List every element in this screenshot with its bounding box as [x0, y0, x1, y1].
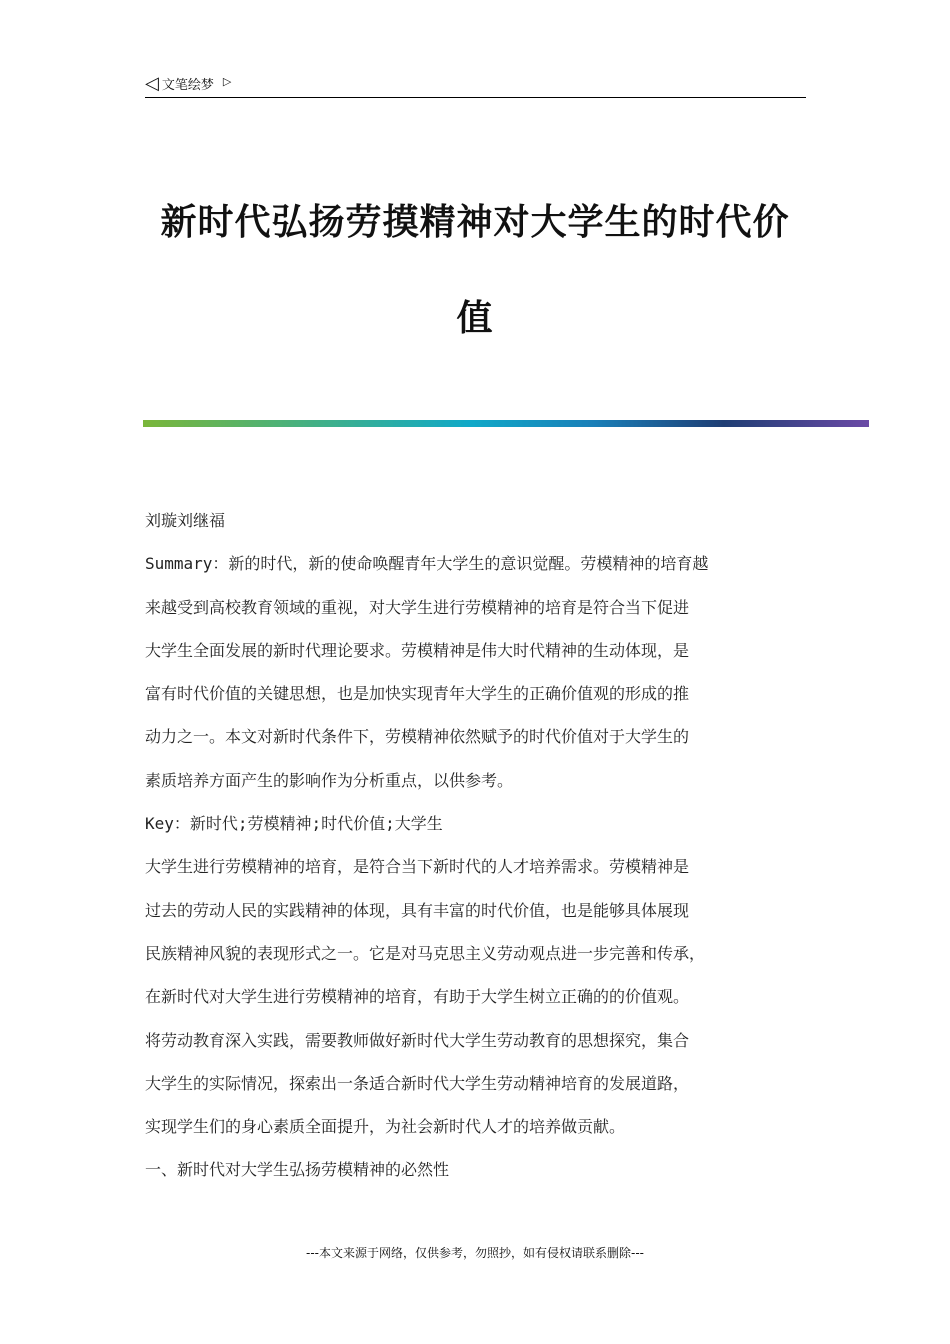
- body-line: 大学生全面发展的新时代理论要求。劳模精神是伟大时代精神的生动体现，是: [145, 640, 690, 660]
- body-line: 实现学生们的身心素质全面提升，为社会新时代人才的培养做贡献。: [145, 1117, 626, 1137]
- authors: 刘璇刘继福: [145, 511, 226, 530]
- body-line: 将劳动教育深入实践，需要教师做好新时代大学生劳动教育的思想探究，集合: [145, 1030, 690, 1050]
- keywords-line: Key：新时代;劳模精神;时代价值;大学生: [145, 814, 443, 834]
- section-heading: 一、新时代对大学生弘扬劳模精神的必然性: [145, 1160, 450, 1180]
- gradient-divider: [143, 420, 869, 427]
- left-triangle-icon: ◁: [145, 72, 159, 94]
- body-line: 素质培养方面产生的影响作为分析重点，以供参考。: [145, 770, 514, 790]
- body-line: 动力之一。本文对新时代条件下，劳模精神依然赋予的时代价值对于大学生的: [145, 727, 690, 747]
- header-brand: 文笔绘梦: [161, 78, 214, 93]
- page-header: [145, 74, 231, 93]
- body-line: Summary：新的时代，新的使命唤醒青年大学生的意识觉醒。劳模精神的培育越: [145, 554, 709, 574]
- body-line: 来越受到高校教育领域的重视，对大学生进行劳模精神的培育是符合当下促进: [145, 597, 690, 617]
- body-line: 过去的劳动人民的实践精神的体现，具有丰富的时代价值，也是能够具体展现: [145, 900, 690, 920]
- body-line: 大学生的实际情况，探索出一条适合新时代大学生劳动精神培育的发展道路，: [145, 1073, 690, 1093]
- title-line-2: 值: [456, 297, 494, 339]
- header-divider: [145, 97, 806, 98]
- body-line: 富有时代价值的关键思想，也是加快实现青年大学生的正确价值观的形成的推: [145, 684, 690, 704]
- body-line: 在新时代对大学生进行劳模精神的培育，有助于大学生树立正确的的价值观。: [145, 987, 690, 1007]
- document-body: [145, 499, 810, 1192]
- right-triangle-icon: ▷: [222, 75, 232, 88]
- footer-disclaimer: ---本文来源于网络，仅供参考，勿照抄，如有侵权请联系删除---: [306, 1246, 644, 1260]
- title-line-1: 新时代弘扬劳摸精神对大学生的时代价: [160, 201, 790, 243]
- body-line: 民族精神风貌的表现形式之一。它是对马克思主义劳动观点进一步完善和传承，: [145, 943, 706, 963]
- document-title: [130, 174, 820, 366]
- body-line: 大学生进行劳模精神的培育，是符合当下新时代的人才培养需求。劳模精神是: [145, 857, 690, 877]
